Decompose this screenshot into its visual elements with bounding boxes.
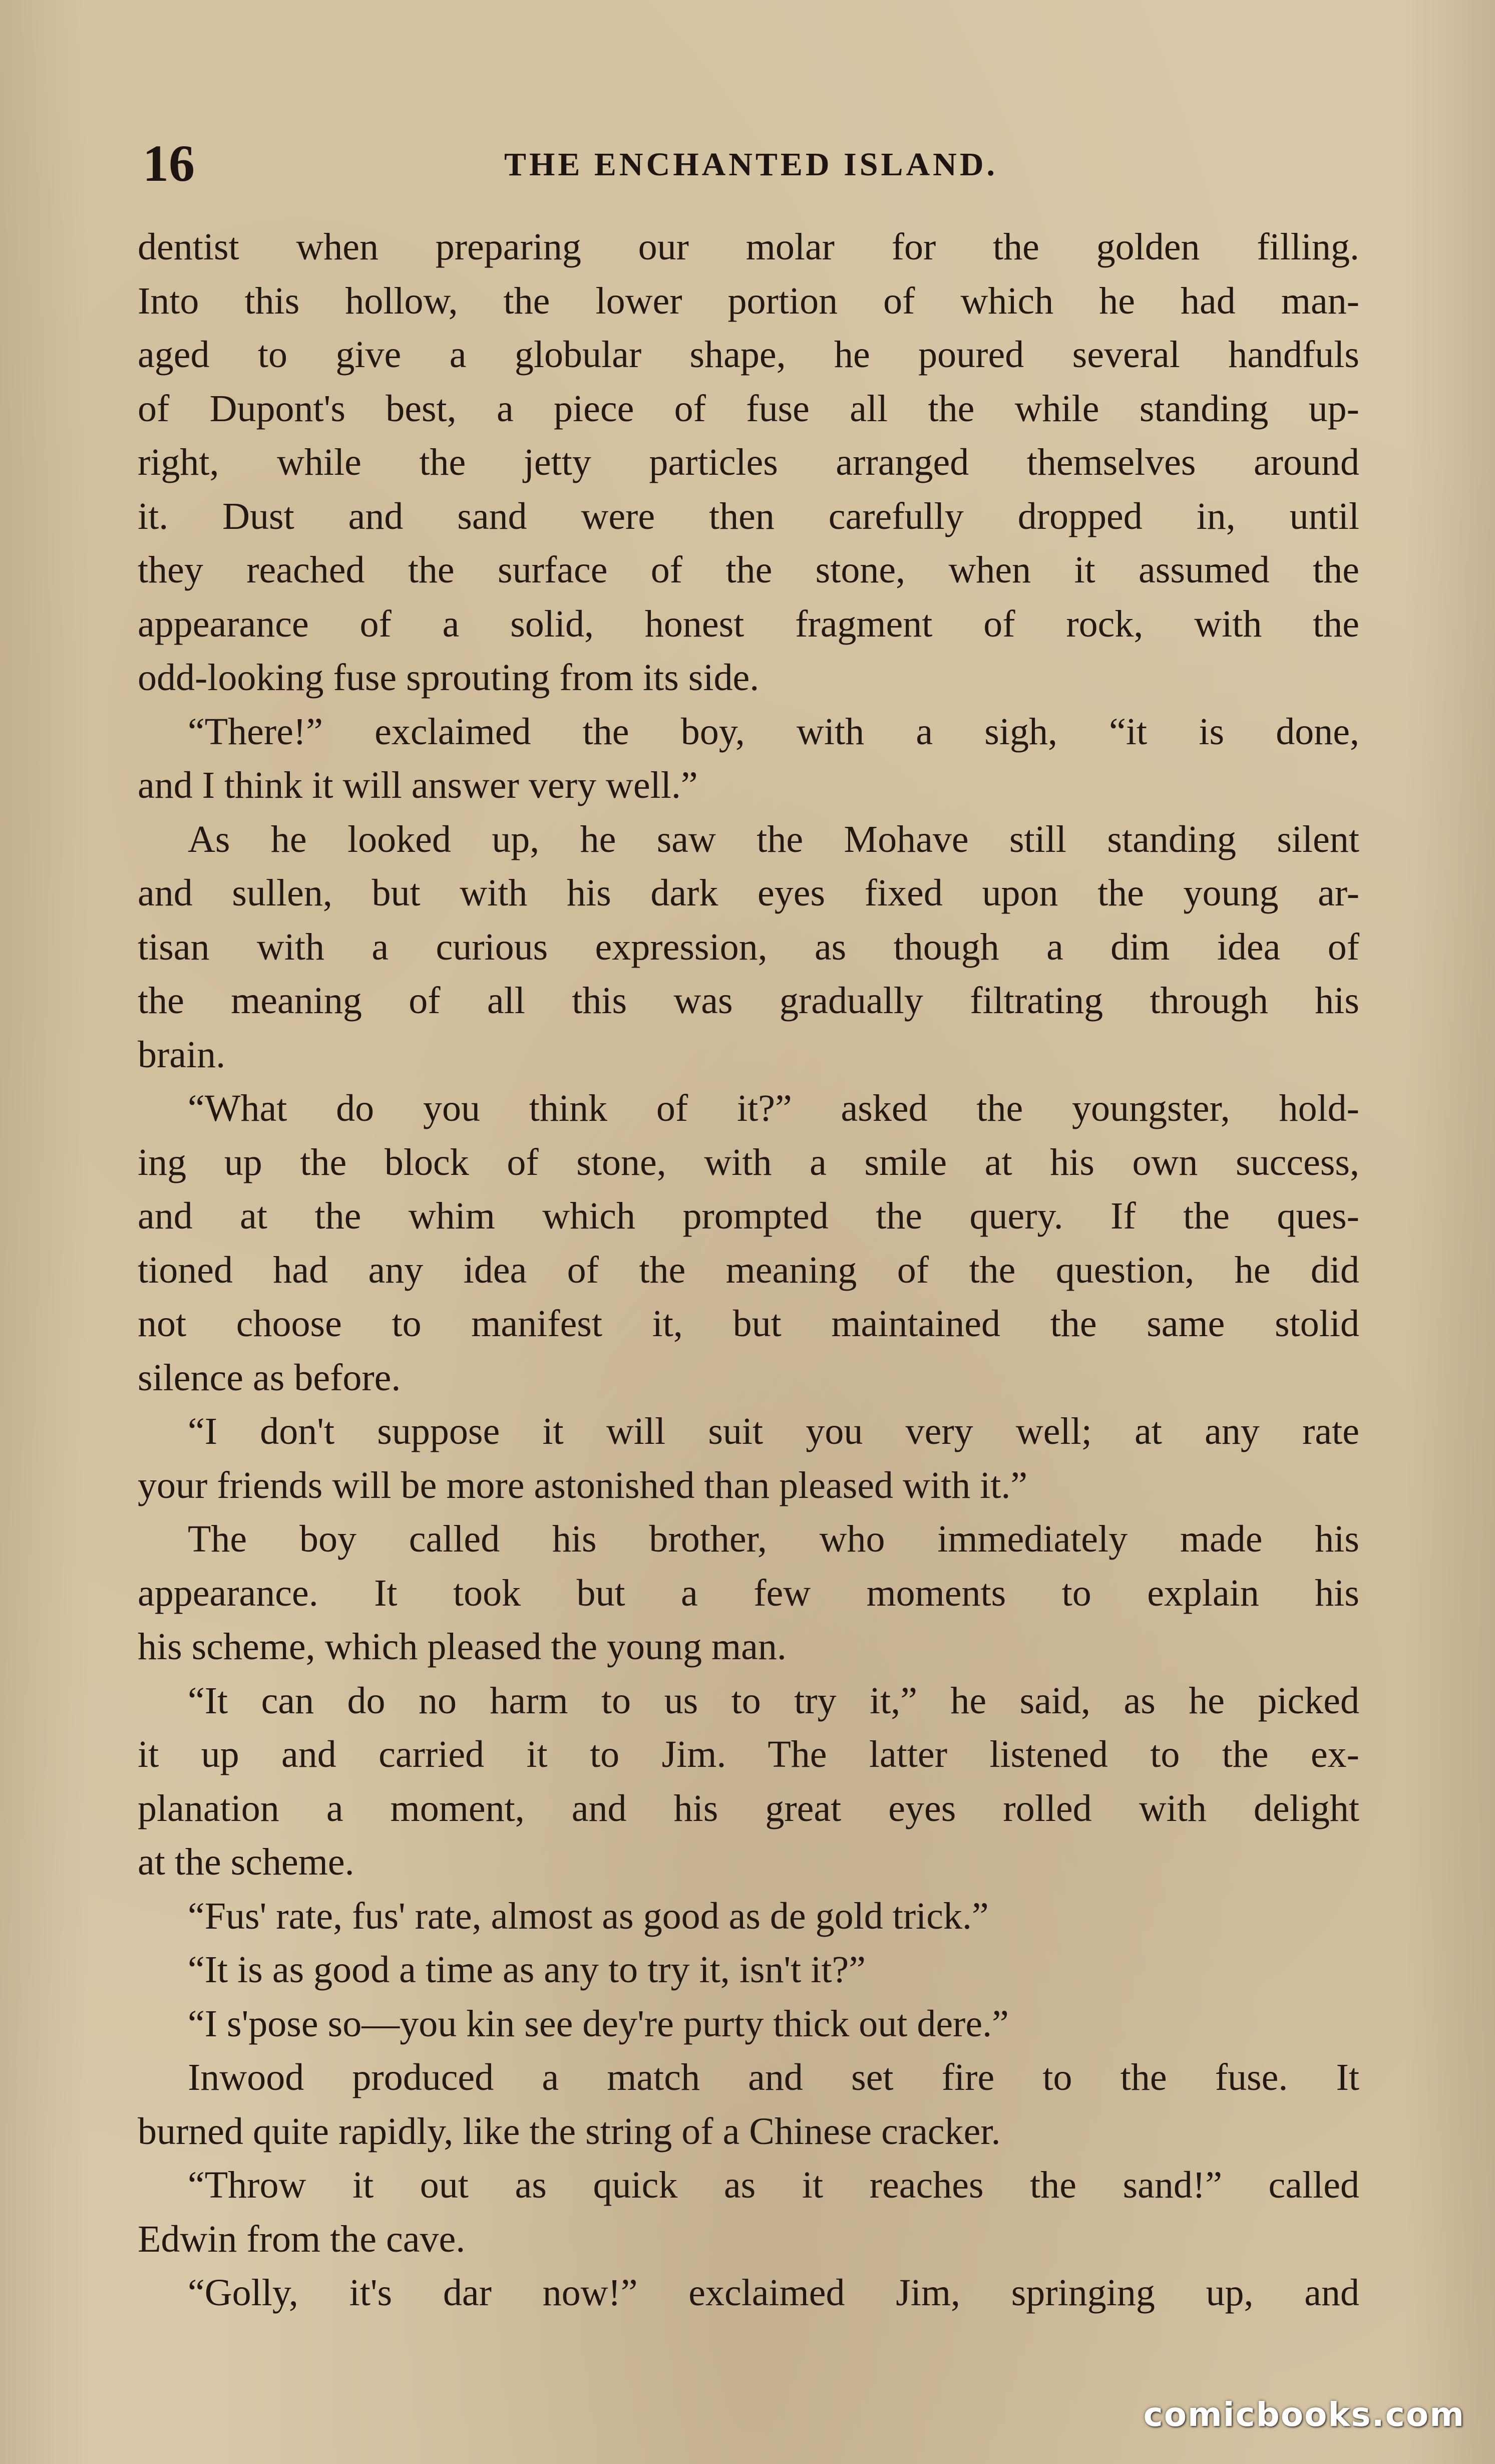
text-line: burned quite rapidly, like the string of a Chinese cracker.: [138, 2110, 1001, 2152]
text-line: his scheme, which pleased the young man.: [138, 1626, 787, 1668]
text-line: it. Dust and sand were then carefully dropped in, until: [138, 495, 1359, 537]
text-line: “It can do no harm to us to try it,” he said, as he picked: [188, 1679, 1359, 1722]
running-head: [143, 131, 1359, 196]
text-line: “There!” exclaimed the boy, with a sigh, “it is done,: [188, 710, 1359, 753]
text-line: they reached the surface of the stone, when it assumed the: [138, 549, 1359, 591]
text-line: “Fus' rate, fus' rate, almost as good as de gold trick.”: [188, 1895, 989, 1937]
watermark: comicbooks.com: [1143, 2395, 1465, 2434]
text-line: Inwood produced a match and set fire to the fuse. It: [188, 2056, 1359, 2098]
text-line: your friends will be more astonished than pleased with it.”: [138, 1464, 1028, 1506]
text-line: Into this hollow, the lower portion of which he had man-: [138, 279, 1359, 322]
text-line: aged to give a globular shape, he poured several handfuls: [138, 334, 1359, 376]
text-line: it up and carried it to Jim. The latter listened to the ex-: [138, 1733, 1359, 1775]
text-line: Edwin from the cave.: [138, 2218, 466, 2260]
text-line: The boy called his brother, who immediately made his: [188, 1518, 1359, 1560]
text-line: and I think it will answer very well.”: [138, 764, 698, 806]
text-line: odd-looking fuse sprouting from its side.: [138, 657, 760, 699]
text-line: of Dupont's best, a piece of fuse all the while standing up-: [138, 387, 1359, 430]
text-line: tisan with a curious expression, as though a dim idea of: [138, 926, 1359, 968]
text-line: the meaning of all this was gradually filtrating through his: [138, 980, 1359, 1022]
text-line: and at the whim which prompted the query. If the ques-: [138, 1195, 1359, 1237]
text-line: and sullen, but with his dark eyes fixed upon the young ar-: [138, 872, 1359, 914]
text-line: appearance of a solid, honest fragment of rock, with the: [138, 602, 1359, 645]
text-line: “Golly, it's dar now!” exclaimed Jim, springing up, and: [188, 2272, 1359, 2314]
text-line: silence as before.: [138, 1356, 401, 1399]
text-line: right, while the jetty particles arranged themselves around: [138, 441, 1359, 483]
text-line: tioned had any idea of the meaning of the question, he did: [138, 1249, 1359, 1291]
text-line: appearance. It took but a few moments to explain his: [138, 1572, 1359, 1614]
text-line: “I don't suppose it will suit you very well; at any rate: [188, 1410, 1359, 1452]
text-line: ing up the block of stone, with a smile at his own success,: [138, 1141, 1359, 1183]
text-line: “It is as good a time as any to try it, isn't it?”: [188, 1949, 866, 1991]
text-line: planation a moment, and his great eyes rolled with delight: [138, 1787, 1359, 1829]
running-title: THE ENCHANTED ISLAND.: [504, 146, 998, 183]
text-line: As he looked up, he saw the Mohave still standing silent: [188, 818, 1359, 860]
text-line: “What do you think of it?” asked the youngster, hold-: [188, 1087, 1359, 1129]
text-line: at the scheme.: [138, 1841, 354, 1883]
text-line: “I s'pose so—you kin see dey're purty thick out dere.”: [188, 2002, 1009, 2045]
body-text: [138, 220, 1359, 2320]
page-number: 16: [143, 135, 195, 192]
text-line: brain.: [138, 1033, 226, 1076]
text-line: not choose to manifest it, but maintained the same stolid: [138, 1303, 1359, 1345]
text-line: “Throw it out as quick as it reaches the sand!” called: [188, 2164, 1359, 2206]
text-line: dentist when preparing our molar for the golden filling.: [138, 226, 1359, 268]
